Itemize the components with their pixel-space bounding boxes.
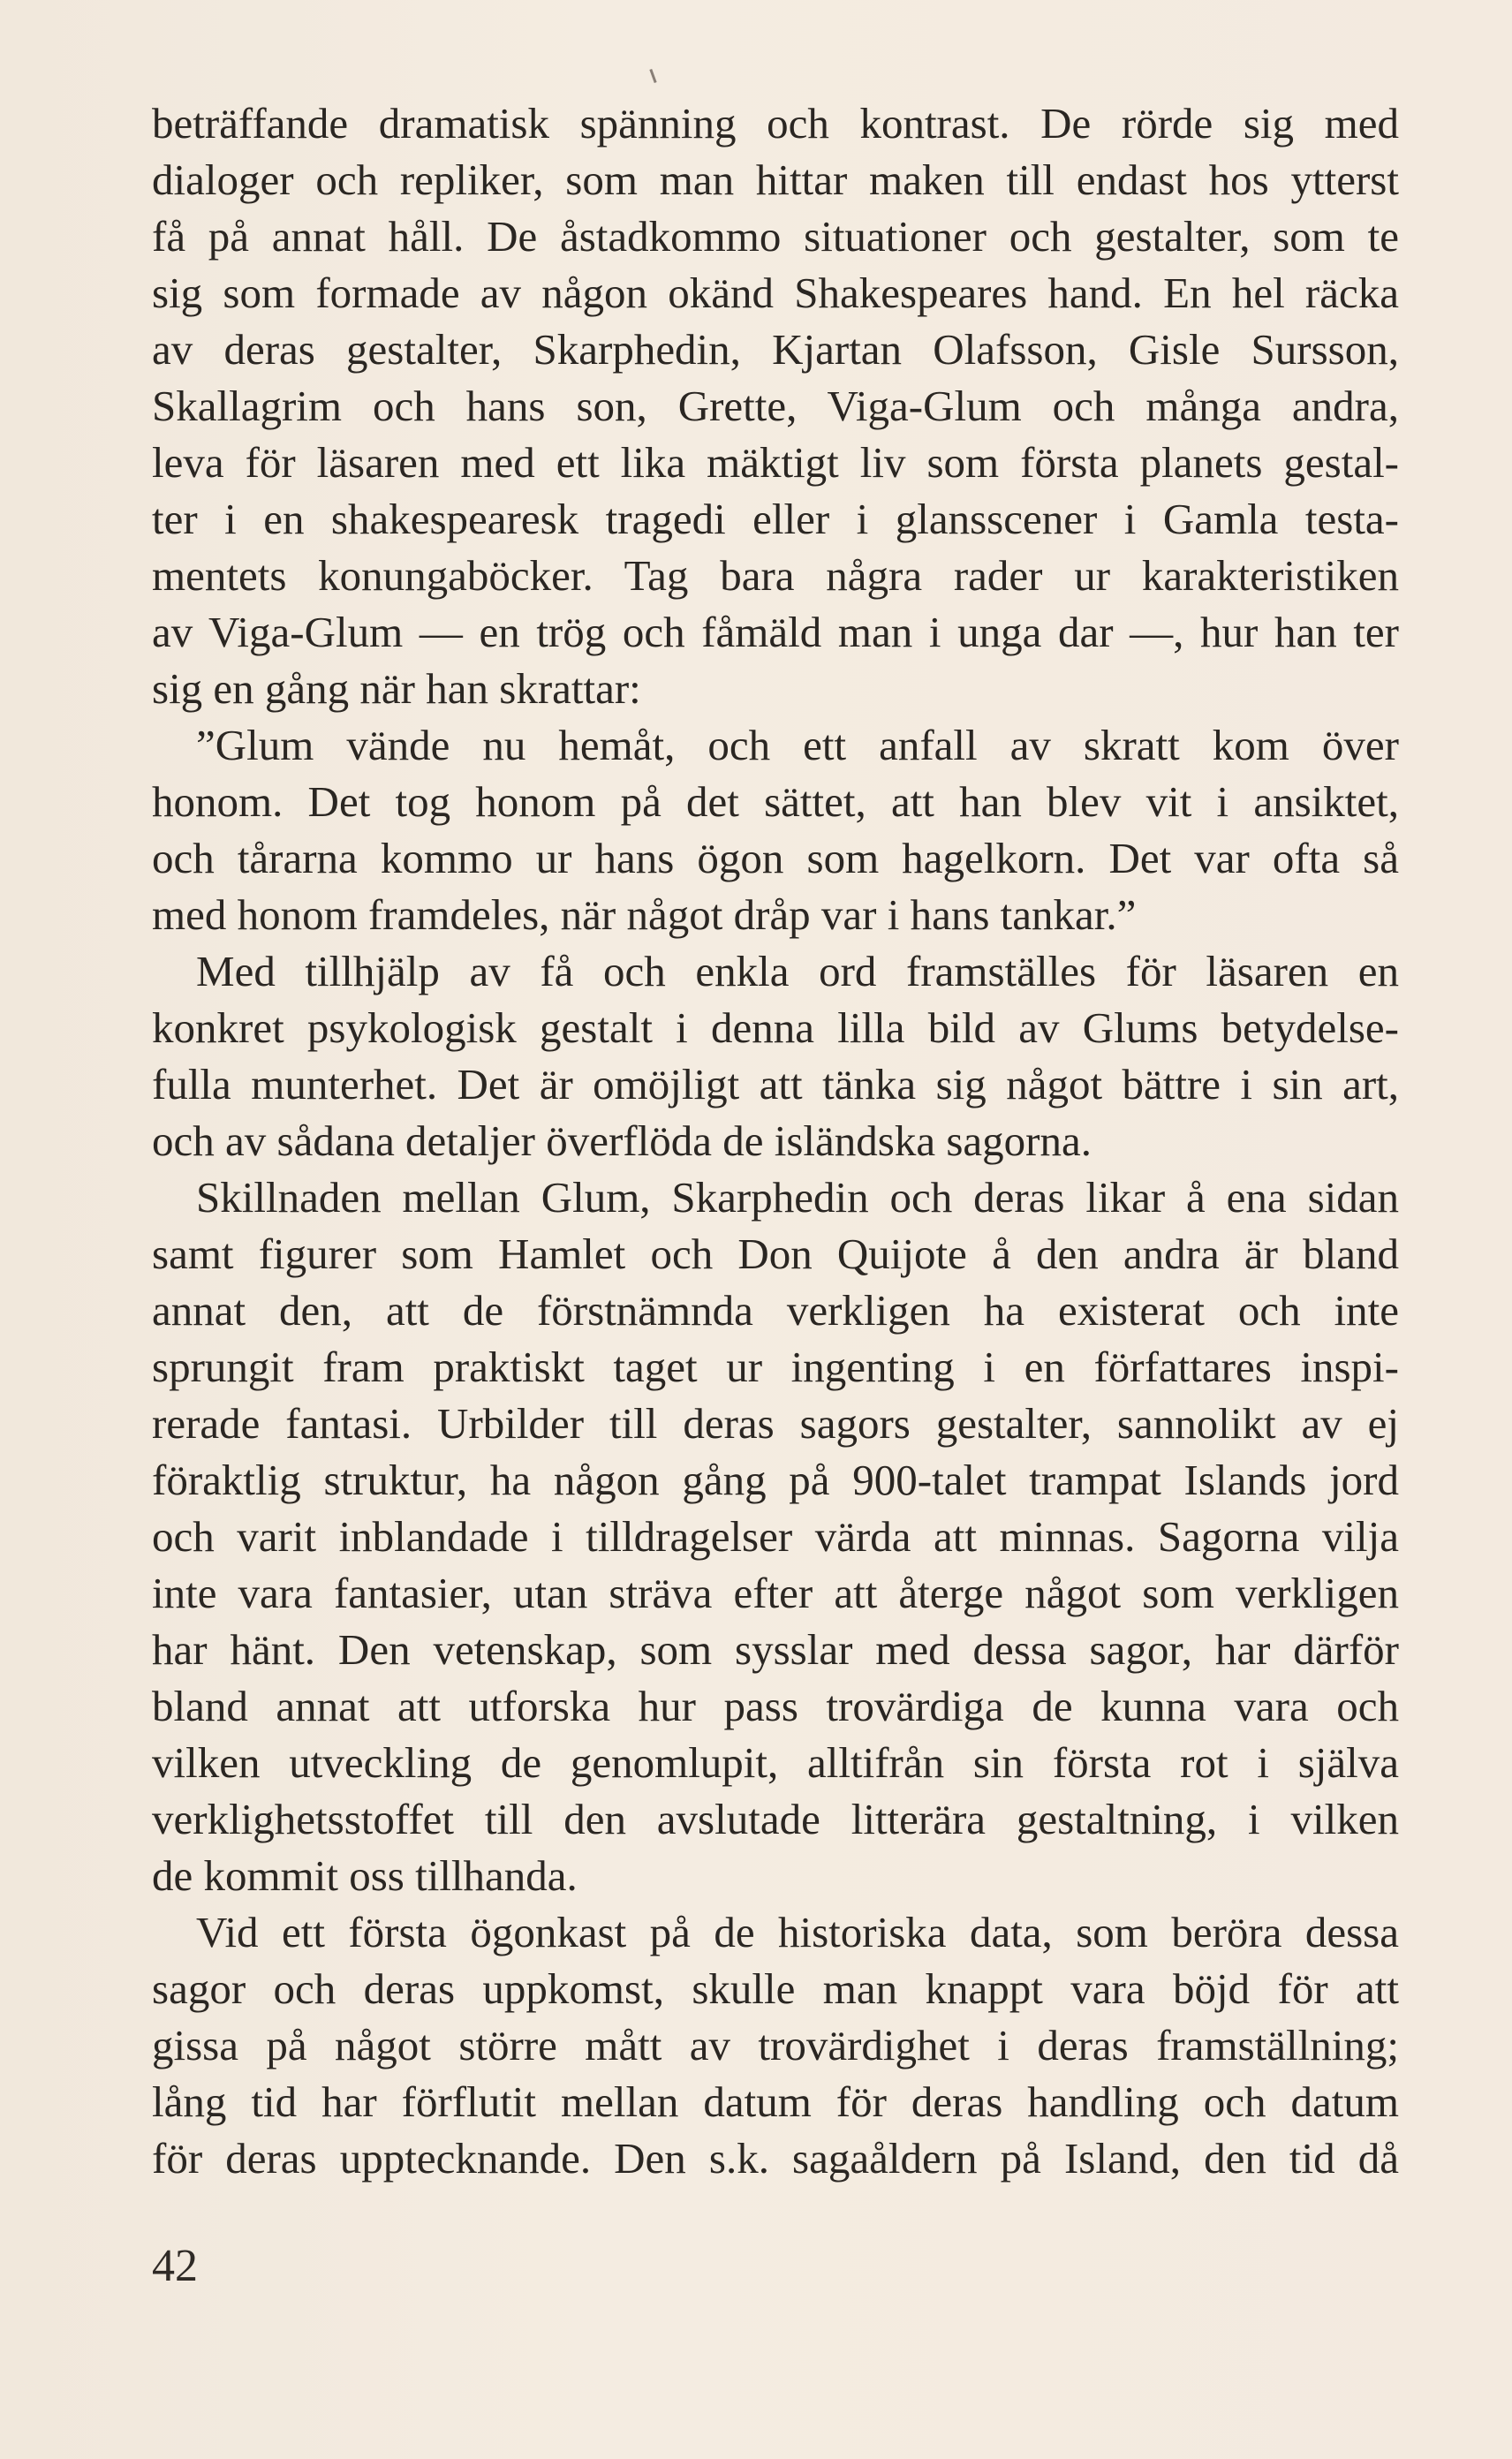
text-line: Med tillhjälp av få och enkla ord framställes för läsaren en [196,947,1399,995]
text-line: gissa på något större mått av trovärdighet i deras framställning; [152,2021,1399,2069]
text-line: Skillnaden mellan Glum, Skarphedin och deras likar å ena sidan [196,1173,1399,1222]
text-line: konkret psykologisk gestalt i denna lilla bild av Glums betydelse- [152,1003,1399,1052]
text-line: verklighetsstoffet till den avslutade litterära gestaltning, i vilken [152,1795,1399,1843]
text-line: beträffande dramatisk spänning och kontrast. De rörde sig med [152,99,1399,148]
text-line: Skallagrim och hans son, Grette, Viga-Glum och många andra, [152,382,1399,430]
text-line: bland annat att utforska hur pass trovärdiga de kunna vara och [152,1682,1399,1730]
text-line: leva för läsaren med ett lika mäktigt liv som första planets gestal- [152,438,1399,487]
text-line: av Viga-Glum — en trög och fåmäld man i unga dar —, hur han ter [152,608,1399,656]
text-line: av deras gestalter, Skarphedin, Kjartan Olafsson, Gisle Sursson, [152,325,1399,374]
text-line: har hänt. Den vetenskap, som sysslar med dessa sagor, har därför [152,1625,1399,1674]
quote-line: honom. Det tog honom på det sättet, att han blev vit i ansiktet, [152,777,1399,826]
text-line: rerade fantasi. Urbilder till deras sagors gestalter, sannolikt av ej [152,1399,1399,1448]
text-line: lång tid har förflutit mellan datum för deras handling och datum [152,2077,1399,2126]
text-line: ter i en shakespearesk tragedi eller i glansscener i Gamla testa- [152,495,1399,543]
text-line: mentets konungaböcker. Tag bara några rader ur karakteristiken [152,551,1399,600]
text-line: vilken utveckling de genomlupit, alltifrån sin första rot i själva [152,1738,1399,1787]
text-line: inte vara fantasier, utan sträva efter att återge något som verkligen [152,1569,1399,1617]
text-line: sprungit fram praktiskt taget ur ingenting i en författares inspi- [152,1343,1399,1391]
text-line: och av sådana detaljer överflöda de isländska sagorna. [152,1116,1092,1165]
text-line: få på annat håll. De åstadkommo situationer och gestalter, som te [152,212,1399,261]
text-line: annat den, att de förstnämnda verkligen ha existerat och inte [152,1286,1399,1335]
text-line: samt figurer som Hamlet och Don Quijote å den andra är bland [152,1230,1399,1278]
text-line: för deras upptecknande. Den s.k. sagaåldern på Island, den tid då [152,2134,1399,2183]
quote-line: och tårarna kommo ur hans ögon som hagelkorn. Det var ofta så [152,834,1399,882]
quote-line: ”Glum vände nu hemåt, och ett anfall av skratt kom över [196,721,1399,769]
quote-line: med honom framdeles, när något dråp var i hans tankar.” [152,890,1137,939]
text-line: föraktlig struktur, ha någon gång på 900-talet trampat Islands jord [152,1456,1399,1504]
page-number: 42 [152,2241,198,2291]
text-line: de kommit oss tillhanda. [152,1851,578,1900]
text-line: sig en gång när han skrattar: [152,664,641,713]
text-line: dialoger och repliker, som man hittar maken till endast hos ytterst [152,155,1399,204]
text-line: fulla munterhet. Det är omöjligt att tänka sig något bättre i sin art, [152,1060,1399,1108]
text-line: och varit inblandade i tilldragelser värda att minnas. Sagorna vilja [152,1512,1399,1561]
text-line: sig som formade av någon okänd Shakespeares hand. En hel räcka [152,269,1399,317]
text-line: Vid ett första ögonkast på de historiska data, som beröra dessa [196,1908,1399,1956]
body-text [152,95,1399,2187]
text-line: sagor och deras uppkomst, skulle man knappt vara böjd för att [152,1964,1399,2013]
ink-mark [649,69,656,83]
